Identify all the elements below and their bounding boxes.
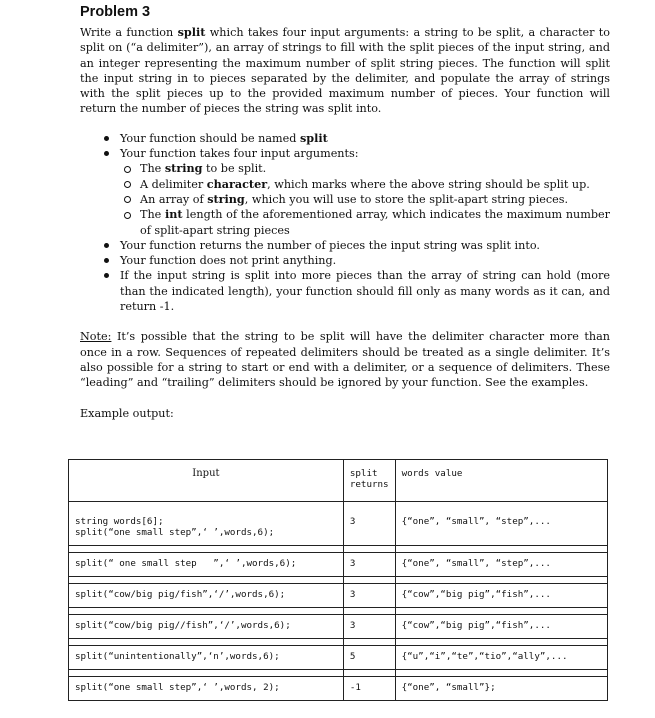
table-row bbox=[69, 584, 608, 608]
note-paragraph: Note: It’s possible that the string to be split will have the delimiter character more than once in a row. Sequences of repeated delimiters should be treated as a single delimiter. It’s also possible for a string to start or end with a delimiter, or a sequence of delimiters. These “leading” and “trailing” delimiters should be ignored by your function. See the examples. bbox=[80, 330, 610, 390]
sublist-item: An array of string, which you will use to store the split-apart string pieces. bbox=[120, 192, 610, 207]
table-row bbox=[69, 553, 608, 577]
cell-returns: 5 bbox=[343, 646, 395, 670]
intro-paragraph: Write a function split which takes four input arguments: a string to be split, a character to split on (“a delimiter”), an array of strings to fill with the split pieces of the input string, and an integer representing the maximum number of split string pieces. The function will split the input string in to pieces separated by the delimiter, and populate the array of strings with the split pieces up to the provided maximum number of pieces. Your function will return the number of pieces the string was split into. bbox=[80, 25, 610, 116]
table-row bbox=[69, 646, 608, 670]
cell-input: string words[6]; split(“one small step”,‘ ’,words,6); bbox=[69, 502, 344, 546]
list-item: Your function returns the number of pieces the input string was split into. bbox=[100, 238, 610, 253]
cell-returns: 3 bbox=[343, 553, 395, 577]
cell-returns: 3 bbox=[343, 615, 395, 639]
cell-words: {“cow”,“big pig”,“fish”,... bbox=[395, 615, 607, 639]
cell-words: {“one”, “small”, “step”,... bbox=[395, 553, 607, 577]
cell-input: split(“cow/big pig/fish”,‘/’,words,6); bbox=[69, 584, 344, 608]
example-output-label: Example output: bbox=[80, 406, 174, 420]
header-split-returns: split returns bbox=[343, 460, 395, 502]
cell-input: split(“cow/big pig//fish”,‘/’,words,6); bbox=[69, 615, 344, 639]
sublist-item: The int length of the aforementioned array, which indicates the maximum number of split-apart string pieces bbox=[120, 207, 610, 238]
table-row bbox=[69, 502, 608, 546]
problem-title: Problem 3 bbox=[80, 4, 151, 20]
table-row bbox=[69, 615, 608, 639]
note-label: Note: bbox=[80, 330, 112, 344]
cell-returns: 3 bbox=[343, 502, 395, 546]
list-item: Your function does not print anything. bbox=[100, 253, 610, 268]
table-header-row bbox=[69, 460, 608, 502]
document-page bbox=[80, 0, 610, 421]
list-item: Your function takes four input arguments: The string to be split. A delimiter character, which marks where the above string should be split up. An array of string, which you will use to store the split-apart string pieces. The int length of the aforementioned array, which indicates the maximum number of split-apart string pieces bbox=[100, 146, 610, 238]
cell-returns: -1 bbox=[343, 677, 395, 701]
list-item: If the input string is split into more pieces than the array of string can hold (more than the indicated length), your function should fill only as many words as it can, and return -1. bbox=[100, 268, 610, 314]
cell-input: split(“unintentionally”,‘n’,words,6); bbox=[69, 646, 344, 670]
header-words-value: words value bbox=[395, 460, 607, 502]
header-input: Input bbox=[69, 460, 344, 502]
cell-words: {“one”, “small”, “step”,... bbox=[395, 502, 607, 546]
example-output-table bbox=[68, 459, 608, 701]
table-row bbox=[69, 677, 608, 701]
cell-input: split(“ one small step ”,‘ ’,words,6); bbox=[69, 553, 344, 577]
sublist-item: A delimiter character, which marks where the above string should be split up. bbox=[120, 177, 610, 192]
list-item: Your function should be named split bbox=[100, 131, 610, 146]
cell-words: {“cow”,“big pig”,“fish”,... bbox=[395, 584, 607, 608]
cell-returns: 3 bbox=[343, 584, 395, 608]
cell-words: {“u”,“i”,“te”,“tio”,“ally”,... bbox=[395, 646, 607, 670]
arguments-sublist bbox=[120, 161, 610, 237]
cell-input: split(“one small step”,‘ ’,words, 2); bbox=[69, 677, 344, 701]
sublist-item: The string to be split. bbox=[120, 161, 610, 176]
cell-words: {“one”, “small”}; bbox=[395, 677, 607, 701]
requirements-list bbox=[100, 131, 610, 315]
